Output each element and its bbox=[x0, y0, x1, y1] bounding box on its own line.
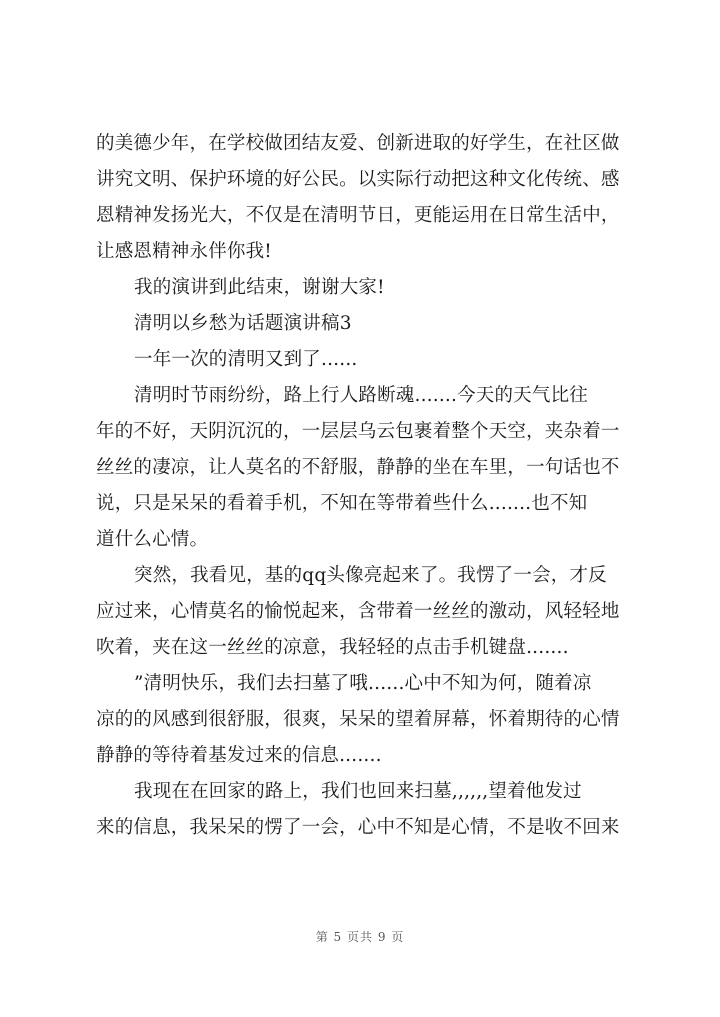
text-line: 丝丝的凄凉，让人莫名的不舒服，静静的坐在车里，一句话也不 bbox=[96, 457, 620, 478]
text-line: 的美德少年，在学校做团结友爱、创新进取的好学生，在社区做 bbox=[96, 133, 620, 154]
text-line: 年的不好，天阴沉沉的，一层层乌云包裹着整个天空，夹杂着一 bbox=[96, 421, 620, 442]
text-line: 来的信息，我呆呆的愣了一会，心中不知是心情，不是收不回来 bbox=[96, 817, 620, 838]
text-line: 应过来，心情莫名的愉悦起来，含带着一丝丝的激动，风轻轻地 bbox=[96, 601, 620, 622]
paragraph-first-line: 我现在在回家的路上，我们也回来扫墓,,,,,,望着他发过 bbox=[134, 781, 582, 802]
text-line: 讲究文明、保护环境的好公民。以实际行动把这种文化传统、感 bbox=[96, 169, 620, 190]
text-line: 让感恩精神永伴你我! bbox=[96, 241, 272, 262]
text-line: 静静的等待着基发过来的信息....... bbox=[96, 745, 382, 766]
paragraph-first-line: 我的演讲到此结束，谢谢大家! bbox=[134, 277, 385, 298]
paragraph-first-line: ”清明快乐，我们去扫墓了哦......心中不知为何，随着凉 bbox=[134, 673, 592, 694]
paragraph-first-line: 一年一次的清明又到了...... bbox=[134, 349, 358, 370]
section-heading: 清明以乡愁为话题演讲稿3 bbox=[134, 313, 352, 334]
text-line: 凉的的风感到很舒服，很爽，呆呆的望着屏幕，怀着期待的心情 bbox=[96, 709, 620, 730]
text-line: 说，只是呆呆的看着手机，不知在等带着些什么.......也不知 bbox=[96, 493, 588, 514]
page-number-footer: 第 5 页共 9 页 bbox=[315, 930, 405, 944]
text-line: 道什么心情。 bbox=[96, 529, 209, 550]
text-line: 恩精神发扬光大，不仅是在清明节日，更能运用在日常生活中， bbox=[96, 205, 620, 226]
document-body bbox=[96, 126, 636, 846]
text-line: 吹着，夹在这一丝丝的凉意，我轻轻的点击手机键盘....... bbox=[96, 637, 569, 658]
paragraph-first-line: 突然，我看见，基的qq头像亮起来了。我愣了一会，才反 bbox=[134, 565, 607, 586]
paragraph-first-line: 清明时节雨纷纷，路上行人路断魂.......今天的天气比往 bbox=[134, 385, 588, 406]
